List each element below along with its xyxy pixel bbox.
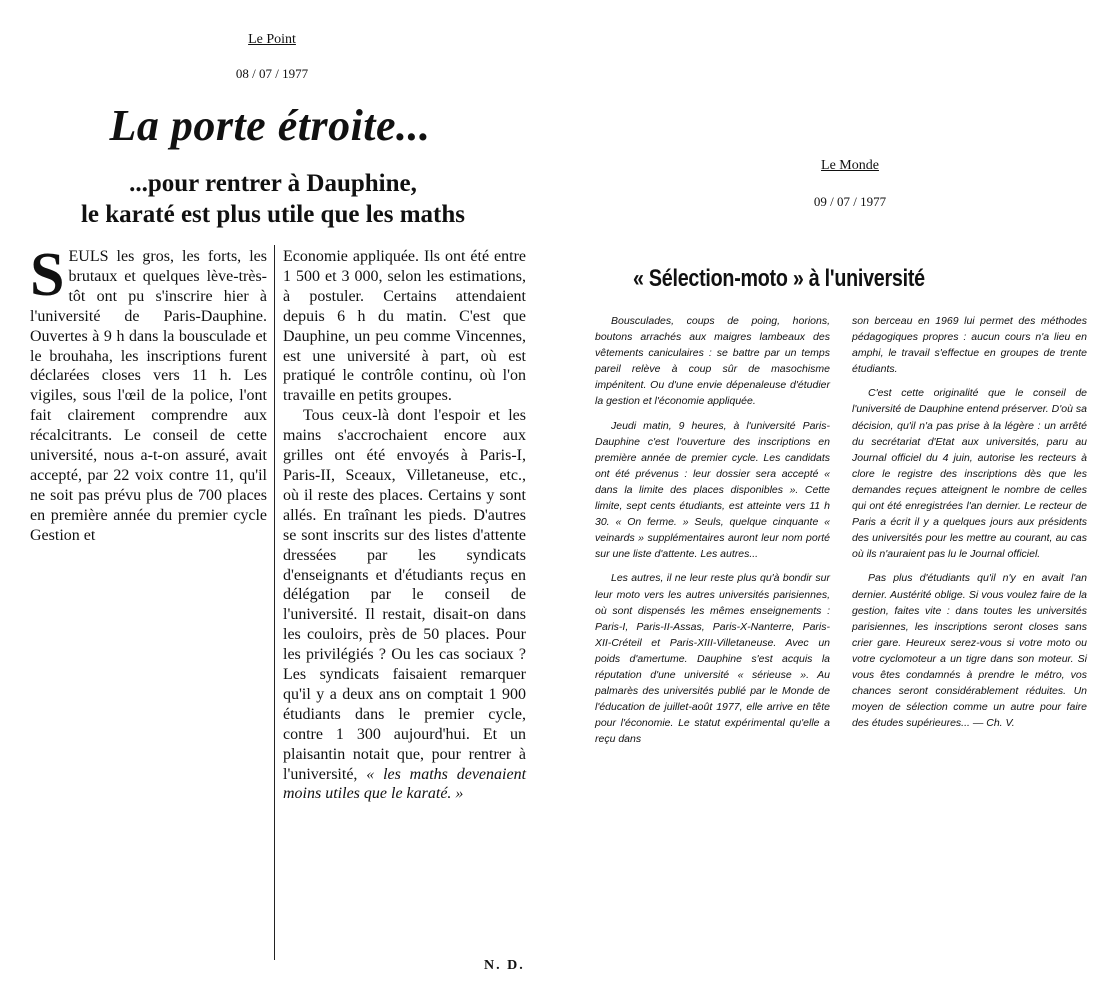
left-headline: La porte étroite... xyxy=(109,101,431,150)
right-col2-paragraph-2: C'est cette originalité que le conseil de l'université de Dauphine entend préserver. D'où sa décision, qu'il n'a pas prise à la légère : un arrêté du secrétariat d'Etat aux universités, paru au Journal officiel du 4 juin, autorise les recteurs à clore le registre des inscriptions dès que les demandes reçues atteignent le nombre de celles qui ont été enregistrées l'an dernier. Le recteur de Paris a écrit il y a quelques jours aux présidents des universités pour les mettre au courant, au cas où ils n'auraient pas lu le Journal officiel. xyxy=(852,387,1087,561)
left-col2-quote: « les maths devenaient moins utiles que le karaté. » xyxy=(283,765,527,803)
right-col1-paragraph-3: Les autres, il ne leur reste plus qu'à bondir sur leur moto vers les autres universités parisiennes, où sont dispensés les mêmes enseignements : Paris-I, Paris-II-Assas, Paris-X-Nanterre, Paris-XII-Créteil et Paris-XIII-Villetaneuse. Avec un poids d'amertume. Dauphine s'est acquis la réputation d'une université « sérieuse ». Au palmarès des universités publié par le Monde de l'éducation de juillet-août 1977, elle arrive en tête pour l'économie. Le statut expérimental qu'elle a reçu dans xyxy=(595,572,830,746)
left-publication-date: 08 / 07 / 1977 xyxy=(235,66,309,81)
left-signature: N. D. xyxy=(484,958,525,973)
right-source-name: Le Monde xyxy=(821,158,879,173)
left-col2-paragraph-2-text: Tous ceux-là dont l'espoir et les mains s'accrochaient encore aux grilles ont été envoyés à Paris-I, Paris-II, Sceaux, Villetaneuse, etc., où il reste des places. Certains y sont allés. En traînant les pieds. D'autres se sont inscrits sur des listes d'attente dressées par les syndicats d'enseignants et d'étudiants reçus en délégation par le conseil de l'université. Il restait, disait-on dans les couloirs, près de 50 places. Pour les privilégiés ? Ou les cas sociaux ? Les syndicats faisaient remarquer qu'il y a deux ans on comptait 1 900 étudiants dans le premier cycle, contre 1 300 aujourd'hui. Et un plaisantin notait que, pour rentrer à l'université, xyxy=(283,407,526,783)
left-col1-text: EULS les gros, les forts, les brutaux et quelques lève-très-tôt ont pu s'inscrire hier à l'université de Paris-Dauphine. Ouvertes à 9 h dans la bousculade et le brouhaha, les inscriptions furent déclarées closes vers 11 h. Les vigiles, sous l'œil de la police, l'ont fait clairement comprendre aux récalcitrants. Le conseil de cette université, nous a-t-on assuré, avait accepté, par 22 voix contre 11, qu'il ne soit pas prévu plus de 700 places en première année du premier cycle Gestion et xyxy=(30,248,267,544)
right-col2-paragraph-1: son berceau en 1969 lui permet des méthodes pédagogiques propres : aucun cours n'a lieu en amphi, le travail s'effectue en groupes de trente étudiants. xyxy=(852,315,1087,376)
left-subheadline-line1: ...pour rentrer à Dauphine, xyxy=(129,170,417,197)
right-headline: « Sélection-moto » à l'université xyxy=(633,265,925,292)
left-article-column-2 xyxy=(283,247,526,804)
right-col2-paragraph-3: Pas plus d'étudiants qu'il n'y en avait l'an dernier. Austérité oblige. Si vous voulez faire de la gestion, faites vite : dans toutes les universités parisiennes, les inscriptions seront closes sans crier gare. Heureux serez-vous si votre moto ou votre cyclomoteur a un tigre dans son moteur. Si vous êtes condamnés à prendre le métro, vos chances seront considérablement réduites. Un moyen de sélection comme un autre pour faire des études supérieures... — Ch. V. xyxy=(852,572,1087,730)
left-article-column-1 xyxy=(30,241,267,546)
right-col1-paragraph-1: Bousculades, coups de poing, horions, boutons arrachés aux maigres lambeaux des vêtements caniculaires : se battre par un temps pareil relève à coup sûr de masochisme impénitent. Ou d'une envie dépenaleuse d'étudier la gestion et l'économie appliquée. xyxy=(595,315,830,408)
column-divider xyxy=(274,245,275,960)
right-article-column-2 xyxy=(852,313,1087,731)
left-col2-paragraph-1: Economie appliquée. Ils ont été entre 1 500 et 3 000, selon les estimations, à postuler. Certains attendaient depuis 6 h du matin. C'est que Dauphine, un peu comme Vincennes, est une université à part, où est pratiqué le contrôle continu, où l'on travaille en petits groupes. xyxy=(283,248,526,405)
left-subheadline-line2: le karaté est plus utile que les maths xyxy=(80,201,466,228)
left-source-name: Le Point xyxy=(248,32,296,47)
dropcap-letter: S xyxy=(30,241,65,309)
right-article-column-1 xyxy=(595,313,830,747)
left-col2-paragraph-2 xyxy=(283,406,526,804)
right-publication-date: 09 / 07 / 1977 xyxy=(813,194,887,209)
right-col1-paragraph-2: Jeudi matin, 9 heures, à l'université Paris-Dauphine c'est l'ouverture des inscriptions en première année de premier cycle. Les candidats ont été prévenus : leur dossier sera accepté « dans la limite des places disponibles ». Cette limite, sept cents étudiants, est atteinte vers 11 h 30. « On ferme. » Seuls, quelque cinquante « veinards » supplémentaires auront leur nom porté sur une liste d'attente. Les autres... xyxy=(595,419,830,561)
